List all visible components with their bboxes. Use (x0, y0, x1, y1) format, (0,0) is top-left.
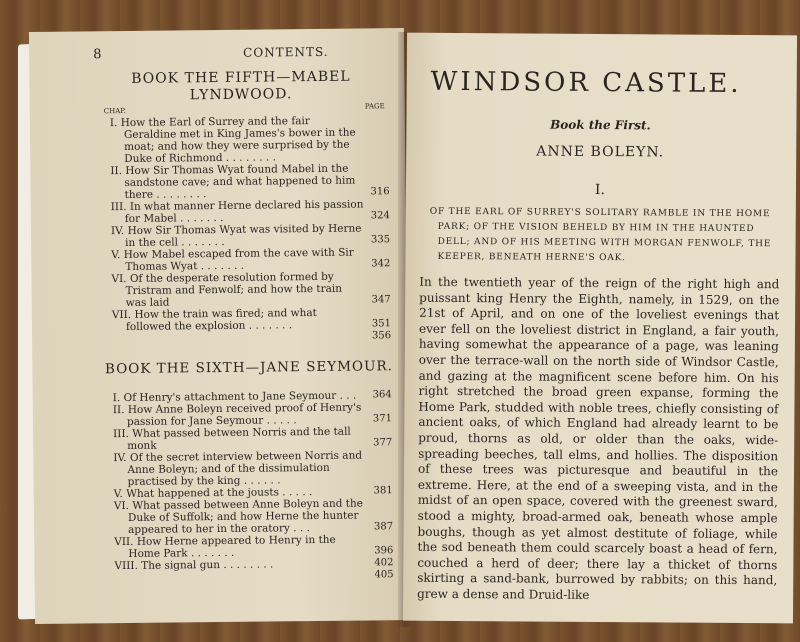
book-fifth-list (110, 114, 395, 345)
toc-entry[interactable]: III. In what manner Herne declared his passion for Mabel . . . . . . . 324 (110, 198, 390, 225)
toc-entry[interactable]: V. What happened at the jousts . . . . . 381 (113, 485, 393, 501)
toc-entry[interactable]: IV. Of the secret interview between Norris and Anne Boleyn; and of the dissimulation practised by the king . . . . . . (113, 449, 363, 488)
toc-entry[interactable]: IV. How Sir Thomas Wyat was visited by Herne in the cell . . . . . . . 335 (110, 222, 391, 249)
toc-entry[interactable]: VII. How Herne appeared to Henry in the Home Park . . . . . . . 396 (114, 533, 394, 560)
toc-entry[interactable]: VIII. The signal gun . . . . . . . . 402 (114, 557, 394, 573)
toc-entry[interactable]: V. How Mabel escaped from the cave with Sir Thomas Wyat . . . . . . . 342 (111, 246, 391, 273)
toc-entry[interactable]: 405 (374, 569, 394, 581)
toc-entry[interactable]: II. How Anne Boleyn received proof of Henry's passion for Jane Seymour . . . . . 371 (112, 401, 393, 428)
toc-entry[interactable]: VII. How the train was fired; and what followed the explosion . . . . . . . 351 (111, 306, 392, 333)
book-sixth-list (113, 389, 398, 584)
toc-entry[interactable]: VI. What passed between Anne Boleyn and the Duke of Suffolk; and how Herne the hunter appeared to her in the oratory . . . 387 (113, 497, 394, 536)
part-title: ANNE BOLEYN. (536, 143, 665, 161)
book-number: Book the First. (550, 117, 651, 133)
chapter-summary: OF THE EARL OF SURREY'S SOLITARY RAMBLE IN THE HOME PARK; OF THE VISION BEHELD BY HIM IN THE HAUNTED DELL; AND OF HIS MEETING WITH MORGAN FENWOLF, THE KEEPER, BENEATH HERNE'S OAK. (429, 206, 772, 264)
book-title: WINDSOR CASTLE. (430, 66, 742, 99)
book-fifth-heading: BOOK THE FIFTH—MABEL LYNDWOOD. (131, 68, 351, 104)
chapter-number: I. (594, 181, 606, 199)
toc-entry[interactable]: II. How Sir Thomas Wyat found Mabel in the sandstone cave; and what happened to him there . . . . . . . . 316 (110, 162, 390, 201)
toc-entry[interactable]: 356 (371, 330, 392, 342)
page-label: PAGE (364, 102, 385, 111)
toc-entry[interactable]: VI. Of the desperate resolution formed by Tristram and Fenwolf; and how the train was laid 347 (111, 270, 391, 309)
contents-page (29, 28, 410, 624)
toc-entry[interactable]: I. Of Henry's attachment to Jane Seymour . . . 364 (112, 389, 392, 405)
chapter-body-text: In the twentieth year of the reign of the right high and puissant king Henry the Eighth, namely, in 1529, on the 21st of April, and on one of the loveliest evenings that ever fell on the loveliest district in England, a fair youth, having somewhat the appearance of a page, was leaning over the terrace-wall on the north side of Windsor Castle, and gazing at the magnificent scene before him. On his right stretched the broad green expanse, forming the Home Park, studded with noble trees, chiefly consisting of ancient oaks, of which England had already learnt to be proud, thorns as old, or older than the oaks, wide-spreading beeches, tall elms, and hollies. The disposition of these trees was picturesque and beautiful in the extreme. Here, at the end of a sweeping vista, and in the midst of an open space, covered with the greenest sward, stood a mighty, broad-armed oak, beneath whose ample boughs, though as yet almost destitute of foliage, while the sod beneath them could scarcely boast a head of fern, couched a herd of deer; there lay a thicket of thorns skirting a sand-bank, burrowed by rabbits; on this hand, grew a dense and Druid-like (417, 274, 780, 602)
open-book (10, 22, 794, 622)
book-sixth-heading: BOOK THE SIXTH—JANE SEYMOUR. (104, 358, 393, 378)
chapter-page (403, 33, 797, 624)
page-number: 8 (93, 47, 103, 63)
page-header (43, 42, 392, 70)
toc-entry[interactable]: I. How the Earl of Surrey and the fair Geraldine met in King James's bower in the moat; and how they were surprised by the Duke of Richmond . . . . . . . . (109, 115, 356, 165)
toc-entry[interactable]: III. What passed between Norris and the tall monk 377 (113, 425, 393, 452)
running-title: CONTENTS. (243, 44, 329, 60)
chap-label: CHAP. (103, 106, 126, 116)
